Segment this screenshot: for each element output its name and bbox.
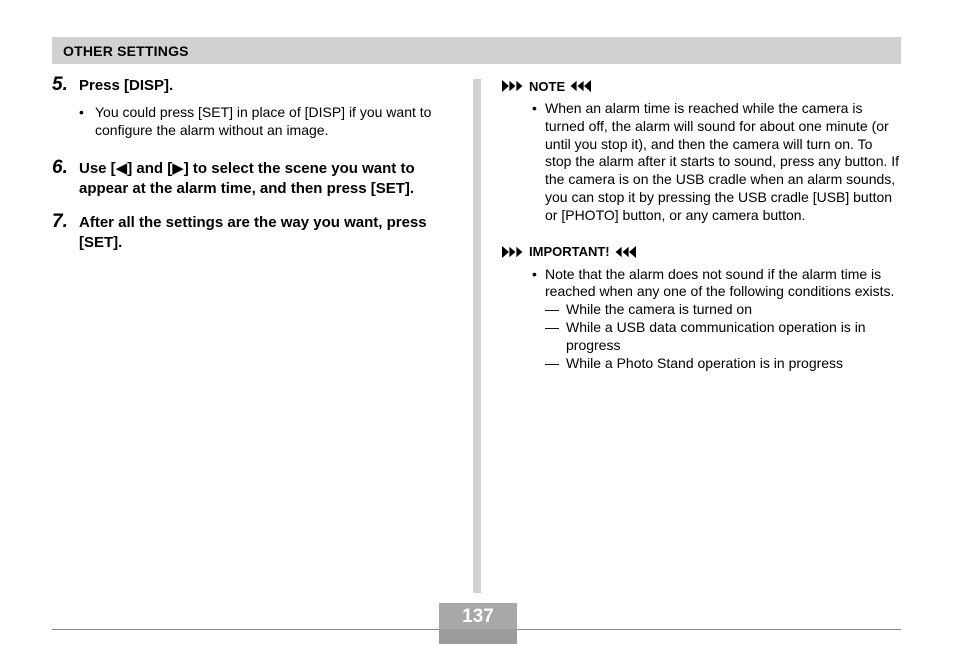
triple-left-arrow-icon xyxy=(615,246,637,258)
important-label: IMPORTANT! xyxy=(529,244,610,260)
bullet-dot: • xyxy=(79,104,84,120)
step-bullet xyxy=(79,103,452,139)
important-heading xyxy=(502,243,902,261)
steps-column xyxy=(52,76,452,265)
page-number-box xyxy=(439,603,517,644)
condition-text: While the camera is turned on xyxy=(566,301,752,318)
triple-right-arrow-icon xyxy=(502,80,524,92)
step-number: 5. xyxy=(52,74,68,95)
condition-text: While a Photo Stand operation is in progress xyxy=(566,354,844,371)
note-heading xyxy=(502,77,902,95)
important-body xyxy=(502,266,902,373)
step-text: Press [DISP]. xyxy=(79,77,174,94)
page-number: 137 xyxy=(462,606,494,627)
triple-right-arrow-icon xyxy=(502,246,524,258)
step-number: 6. xyxy=(52,157,68,178)
dash-marker: — xyxy=(545,354,559,371)
bullet-dot: • xyxy=(532,265,537,282)
note-bullet-text: When an alarm time is reached while the camera is turned off, the alarm will sound for about one minute (or until you stop it), and then the camera will turn on. To stop the alarm after it starts to sound, press any button. If the camera is on the USB cradle when an alarm sounds, you can stop it by pressing the USB cradle [USB] button or [PHOTO] button, or any camera button. xyxy=(545,100,900,223)
step-5 xyxy=(52,76,452,139)
bullet-dot: • xyxy=(532,100,537,116)
step-text: After all the settings are the way you want, press [SET]. xyxy=(79,214,427,251)
dash-marker: — xyxy=(545,301,559,318)
step-bullet-text: You could press [SET] in place of [DISP] if you want to configure the alarm without an image. xyxy=(95,104,432,138)
important-bullet xyxy=(532,266,902,302)
notes-column xyxy=(502,77,902,372)
condition-item xyxy=(532,355,902,373)
condition-text: While a USB data communication operation is in progress xyxy=(566,318,866,353)
step-number: 7. xyxy=(52,211,68,232)
triple-left-arrow-icon xyxy=(570,80,592,92)
section-header-bar xyxy=(52,37,901,64)
condition-item xyxy=(532,319,902,355)
condition-item xyxy=(532,301,902,319)
step-text: Use [◀] and [▶] to select the scene you want to appear at the alarm time, and then press [SET]. xyxy=(79,160,415,197)
note-bullet xyxy=(532,100,902,225)
dash-marker: — xyxy=(545,318,559,335)
note-label: NOTE xyxy=(529,78,566,94)
step-6 xyxy=(52,159,452,199)
column-divider xyxy=(473,79,481,593)
note-body xyxy=(502,100,902,225)
section-title: OTHER SETTINGS xyxy=(63,43,189,59)
important-bullet-text: Note that the alarm does not sound if the alarm time is reached when any one of the following conditions exists. xyxy=(545,265,895,300)
step-7 xyxy=(52,213,452,253)
